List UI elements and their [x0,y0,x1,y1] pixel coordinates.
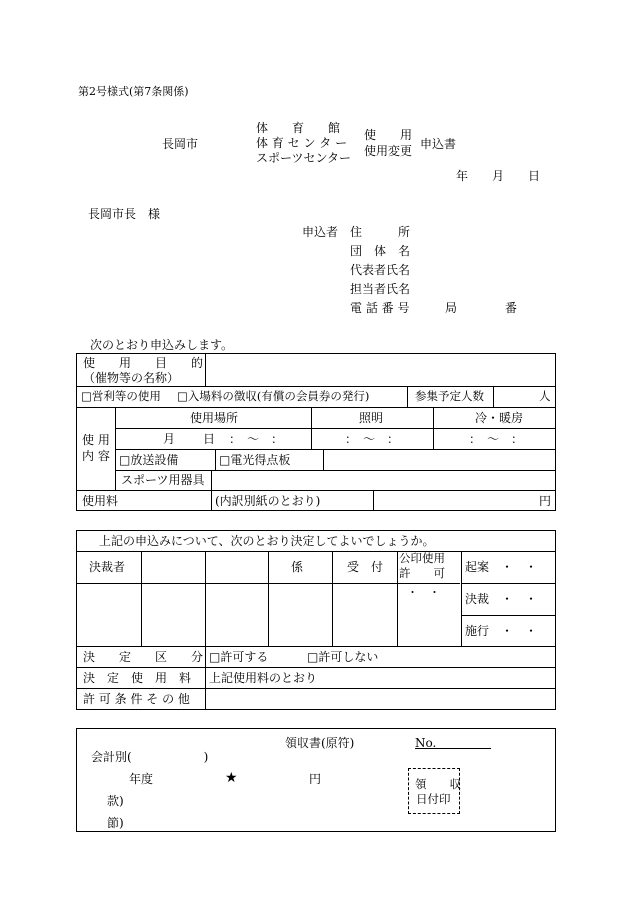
purpose-label: 使 用 目 的 [83,356,204,370]
conditions-label: 許 可 条 件 そ の 他 [83,692,190,706]
kian-date: 起案 ・ ・ [465,560,538,574]
stamp-label-2: 日付印 [416,792,451,806]
applicant-phone-label: 電 話 番 号 [350,301,410,315]
addressee: 長岡市長 様 [88,207,161,221]
decision-category-label: 決 定 区 分 [83,650,204,664]
place-header: 使用場所 [190,411,239,425]
attendees-unit: 人 [539,389,551,403]
star-icon: ★ [225,770,238,786]
seal-date-dots: ・ ・ [407,586,440,599]
account-label: 会計別( ) [91,750,209,764]
kessai-date: 決裁 ・ ・ [465,592,538,606]
scoreboard-checkbox[interactable]: □電光得点板 [219,453,291,467]
date-stamp-area [408,768,460,814]
city-name: 長岡市 [162,137,199,151]
sports-equipment-label: スポーツ用器具 [121,473,205,487]
phone-kyoku: 局 [445,301,458,315]
fee-detail: (内訳別紙のとおり) [215,494,321,508]
application-title: 申込書 [420,137,457,151]
intro-text: 次のとおり申込みします。 [90,338,234,352]
place-day: 日 [203,432,216,446]
commercial-checkbox[interactable]: □営利等の使用 [81,389,161,403]
date-day: 日 [528,169,541,183]
decision-notice: 上記の申込みについて、次のとおり決定してよいでしょうか。 [99,534,435,548]
facility-sports: スポーツセンター [256,151,352,165]
content-label-1: 使 用 [82,433,110,447]
decided-fee-value: 上記使用料のとおり [209,671,318,685]
applicant-label: 申込者 [302,225,339,239]
place-month: 月 [163,432,176,446]
seal-header-1: 公印使用 [399,551,445,565]
aircon-time: ： ～ ： [469,432,524,446]
date-year: 年 [456,169,469,183]
date-month: 月 [492,169,505,183]
broadcast-checkbox[interactable]: □放送設備 [119,453,179,467]
stamp-label-1: 領 収 [415,777,461,791]
fee-label: 使用料 [82,494,119,508]
deny-checkbox[interactable]: □許可しない [307,650,379,664]
seal-header-2: 許 可 [399,566,445,580]
ticket-checkbox[interactable]: □入場料の徴収(有償の会員券の発行) [177,389,370,403]
applicant-person-label: 担当者氏名 [350,282,411,296]
receipt-box [76,728,556,832]
application-table [76,353,556,511]
purpose-field[interactable] [207,355,553,385]
applicant-rep-label: 代表者氏名 [350,263,411,277]
form-number: 第2号様式(第7条関係) [78,85,189,98]
decision-table [76,530,556,710]
use-label: 使 用 [364,128,413,142]
kan-label: 款) [107,794,124,808]
permit-checkbox[interactable]: □許可する [209,650,269,664]
attendees-label: 参集予定人数 [415,389,484,403]
shiko-date: 施行 ・ ・ [465,624,538,638]
applicant-org-label: 団 体 名 [350,244,411,258]
decided-fee-label: 決 定 使 用 料 [83,671,192,685]
setsu-label: 節) [107,816,124,830]
phone-ban: 番 [505,301,518,315]
receipt-title: 領収書(原符) [285,736,355,750]
kakari-header: 係 [291,560,304,574]
receipt-yen: 円 [309,772,322,786]
use-change-label: 使用変更 [364,144,413,158]
receipt-no-line[interactable] [415,748,491,749]
approver-header: 決裁者 [89,560,126,574]
applicant-address-label: 住 所 [350,225,411,239]
receipt-no-label: No. [415,736,437,750]
aircon-header: 冷・暖房 [475,411,524,425]
place-time: ： ～ ： [229,432,284,446]
facility-gym: 体 育 館 [256,121,341,135]
lighting-time: ： ～ ： [345,432,400,446]
purpose-sub-label: （催物等の名称） [83,371,180,385]
fiscal-year-label: 年度 [129,772,154,786]
content-label-2: 内 容 [82,449,110,463]
uketsuke-header: 受 付 [347,560,384,574]
facility-center: 体 育 セ ン タ ー [256,136,348,150]
lighting-header: 照明 [359,411,384,425]
fee-yen: 円 [539,494,552,508]
